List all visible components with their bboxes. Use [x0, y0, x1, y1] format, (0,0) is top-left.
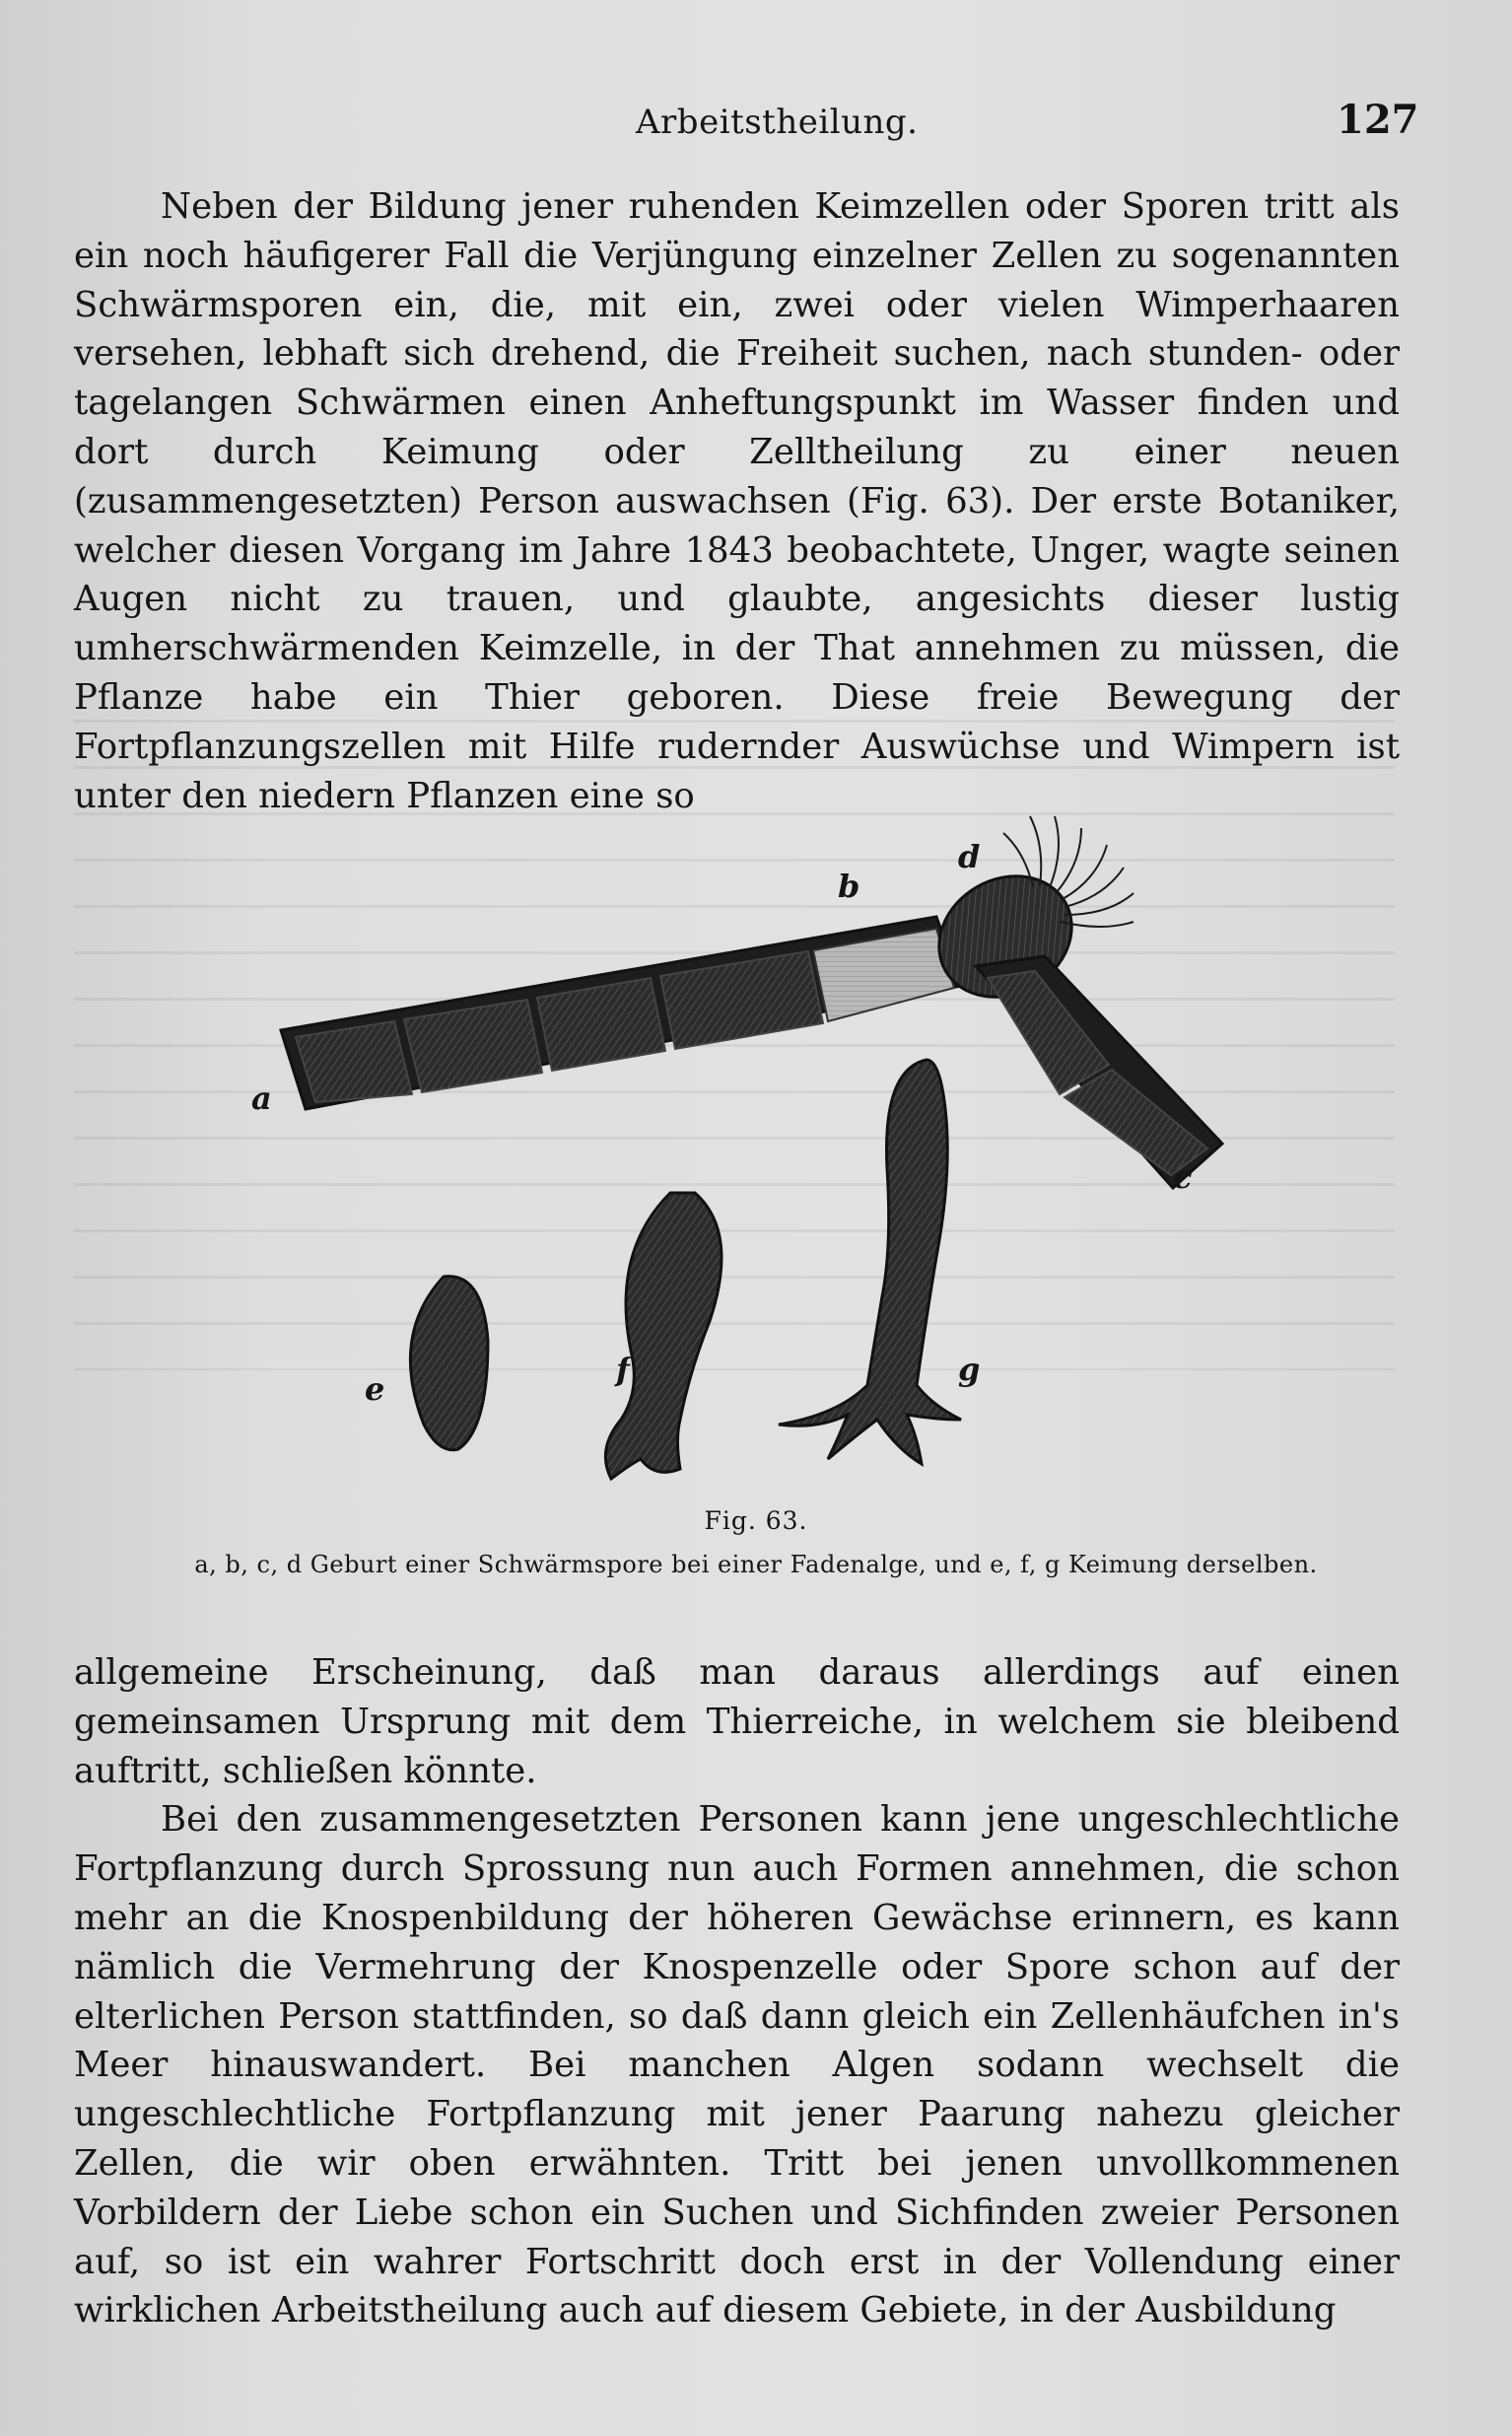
figure-label-e: e	[365, 1370, 385, 1408]
figure-label-d: d	[958, 838, 981, 875]
figure-label-f: f	[616, 1351, 630, 1388]
paragraph: Bei den zusammengesetzten Personen kann jene ungeschlechtliche Fortpflanzung durch Sprossung nun auch Formen annehmen, die schon mehr an die Knospenbildung der höheren Gewächse erinnern, es kann nämlich die Vermehrung der Knospenzelle oder Spore schon auf der elterlichen Person stattfinden, so daß dann gleich ein Zellenhäufchen in's Meer hinauswandert. Bei manchen Algen sodann wechselt die ungeschlechtliche Fortpflanzung mit jener Paarung nahezu gleicher Zellen, die wir oben erwähnten. Tritt bei jenen unvollkommenen Vorbildern der Liebe schon ein Suchen und Sichfinden zweier Personen auf, so ist ein wahrer Fortschritt doch erst in der Vollendung einer wirklichen Arbeitstheilung auch auf diesem Gebiete, in der Ausbildung	[74, 1799, 1400, 2332]
algal-filament	[281, 917, 961, 1109]
page-number: 127	[1337, 97, 1419, 143]
figure-illustration	[158, 769, 1321, 1577]
paragraph: allgemeine Erscheinung, daß man daraus allerdings auf einen gemeinsamen Ursprung mit dem Thierreiche, in welchem sie bleibend auftritt, schließen könnte.	[74, 1652, 1400, 1791]
figure-label-g: g	[958, 1351, 981, 1388]
germinating-spore-g	[779, 1060, 961, 1464]
text-block-top	[74, 182, 1400, 820]
page-header	[0, 97, 1512, 156]
figure-title: Fig. 63.	[704, 1506, 808, 1535]
figure-caption: a, b, c, d Geburt einer Schwärmspore bei einer Fadenalge, und e, f, g Keimung derselben.	[194, 1551, 1318, 1578]
algal-filament-branch	[976, 956, 1222, 1188]
figure-label-b: b	[838, 868, 860, 905]
text-block-bottom	[74, 1648, 1400, 2335]
figure-63	[158, 769, 1321, 1577]
paragraph: Neben der Bildung jener ruhenden Keimzellen oder Sporen tritt als ein noch häufigerer Fall die Verjüngung einzelner Zellen zu sogenannten Schwärmsporen ein, die, mit ein, zwei oder vielen Wimperhaaren versehen, lebhaft sich drehend, die Freiheit suchen, nach stunden- oder tagelangen Schwärmen einen Anheftungspunkt im Wasser finden und dort durch Keimung oder Zelltheilung zu einer neuen (zusammengesetzten) Person auswachsen (Fig. 63). Der erste Botaniker, welcher diesen Vorgang im Jahre 1843 beobachtete, Unger, wagte seinen Augen nicht zu trauen, und glaubte, angesichts dieser lustig umherschwärmenden Keimzelle, in der That annehmen zu müssen, die Pflanze habe ein Thier geboren. Diese freie Bewegung der Fortpflanzungszellen mit Hilfe rudernder Auswüchse und Wimpern ist unter den niedern Pflanzen eine so	[74, 186, 1400, 816]
germinating-spore-f	[605, 1193, 722, 1479]
figure-label-c: c	[1173, 1158, 1193, 1196]
spore-e	[410, 1277, 488, 1450]
running-title: Arbeitstheilung.	[636, 103, 919, 142]
figure-label-a: a	[251, 1079, 272, 1117]
